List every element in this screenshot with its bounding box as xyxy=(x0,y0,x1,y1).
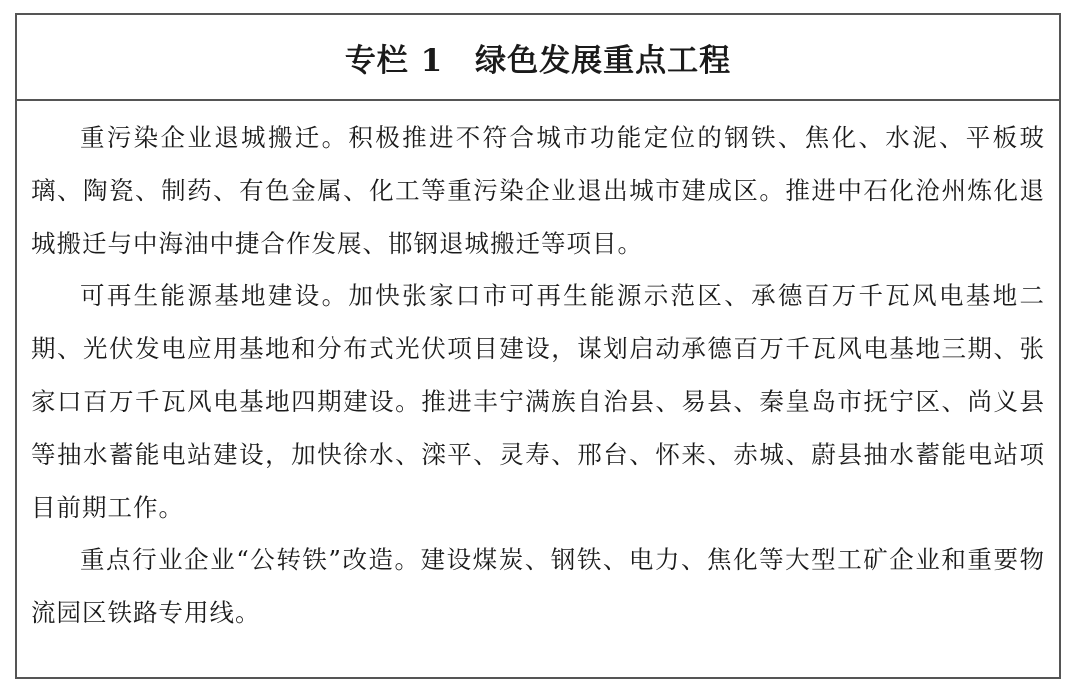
column-header xyxy=(17,15,1059,101)
column-title: 专栏 1 绿色发展重点工程 xyxy=(344,42,732,79)
paragraph-road-to-rail: 重点行业企业“公转铁”改造。建设煤炭、钢铁、电力、焦化等大型工矿企业和重要物流园区铁路专用线。 xyxy=(31,545,1045,628)
column-body xyxy=(17,101,1059,640)
column-box xyxy=(15,13,1061,679)
paragraph-enterprise-relocation: 重污染企业退城搬迁。积极推进不符合城市功能定位的钢铁、焦化、水泥、平板玻璃、陶瓷、制药、有色金属、化工等重污染企业退出城市建成区。推进中石化沧州炼化退城搬迁与中海油中捷合作发展、邯钢退城搬迁等项目。 xyxy=(31,123,1045,258)
paragraph-renewable-energy: 可再生能源基地建设。加快张家口市可再生能源示范区、承德百万千瓦风电基地二期、光伏发电应用基地和分布式光伏项目建设，谋划启动承德百万千瓦风电基地三期、张家口百万千瓦风电基地四期建设。推进丰宁满族自治县、易县、秦皇岛市抚宁区、尚义县等抽水蓄能电站建设，加快徐水、滦平、灵寿、邢台、怀来、赤城、蔚县抽水蓄能电站项目前期工作。 xyxy=(31,281,1045,522)
